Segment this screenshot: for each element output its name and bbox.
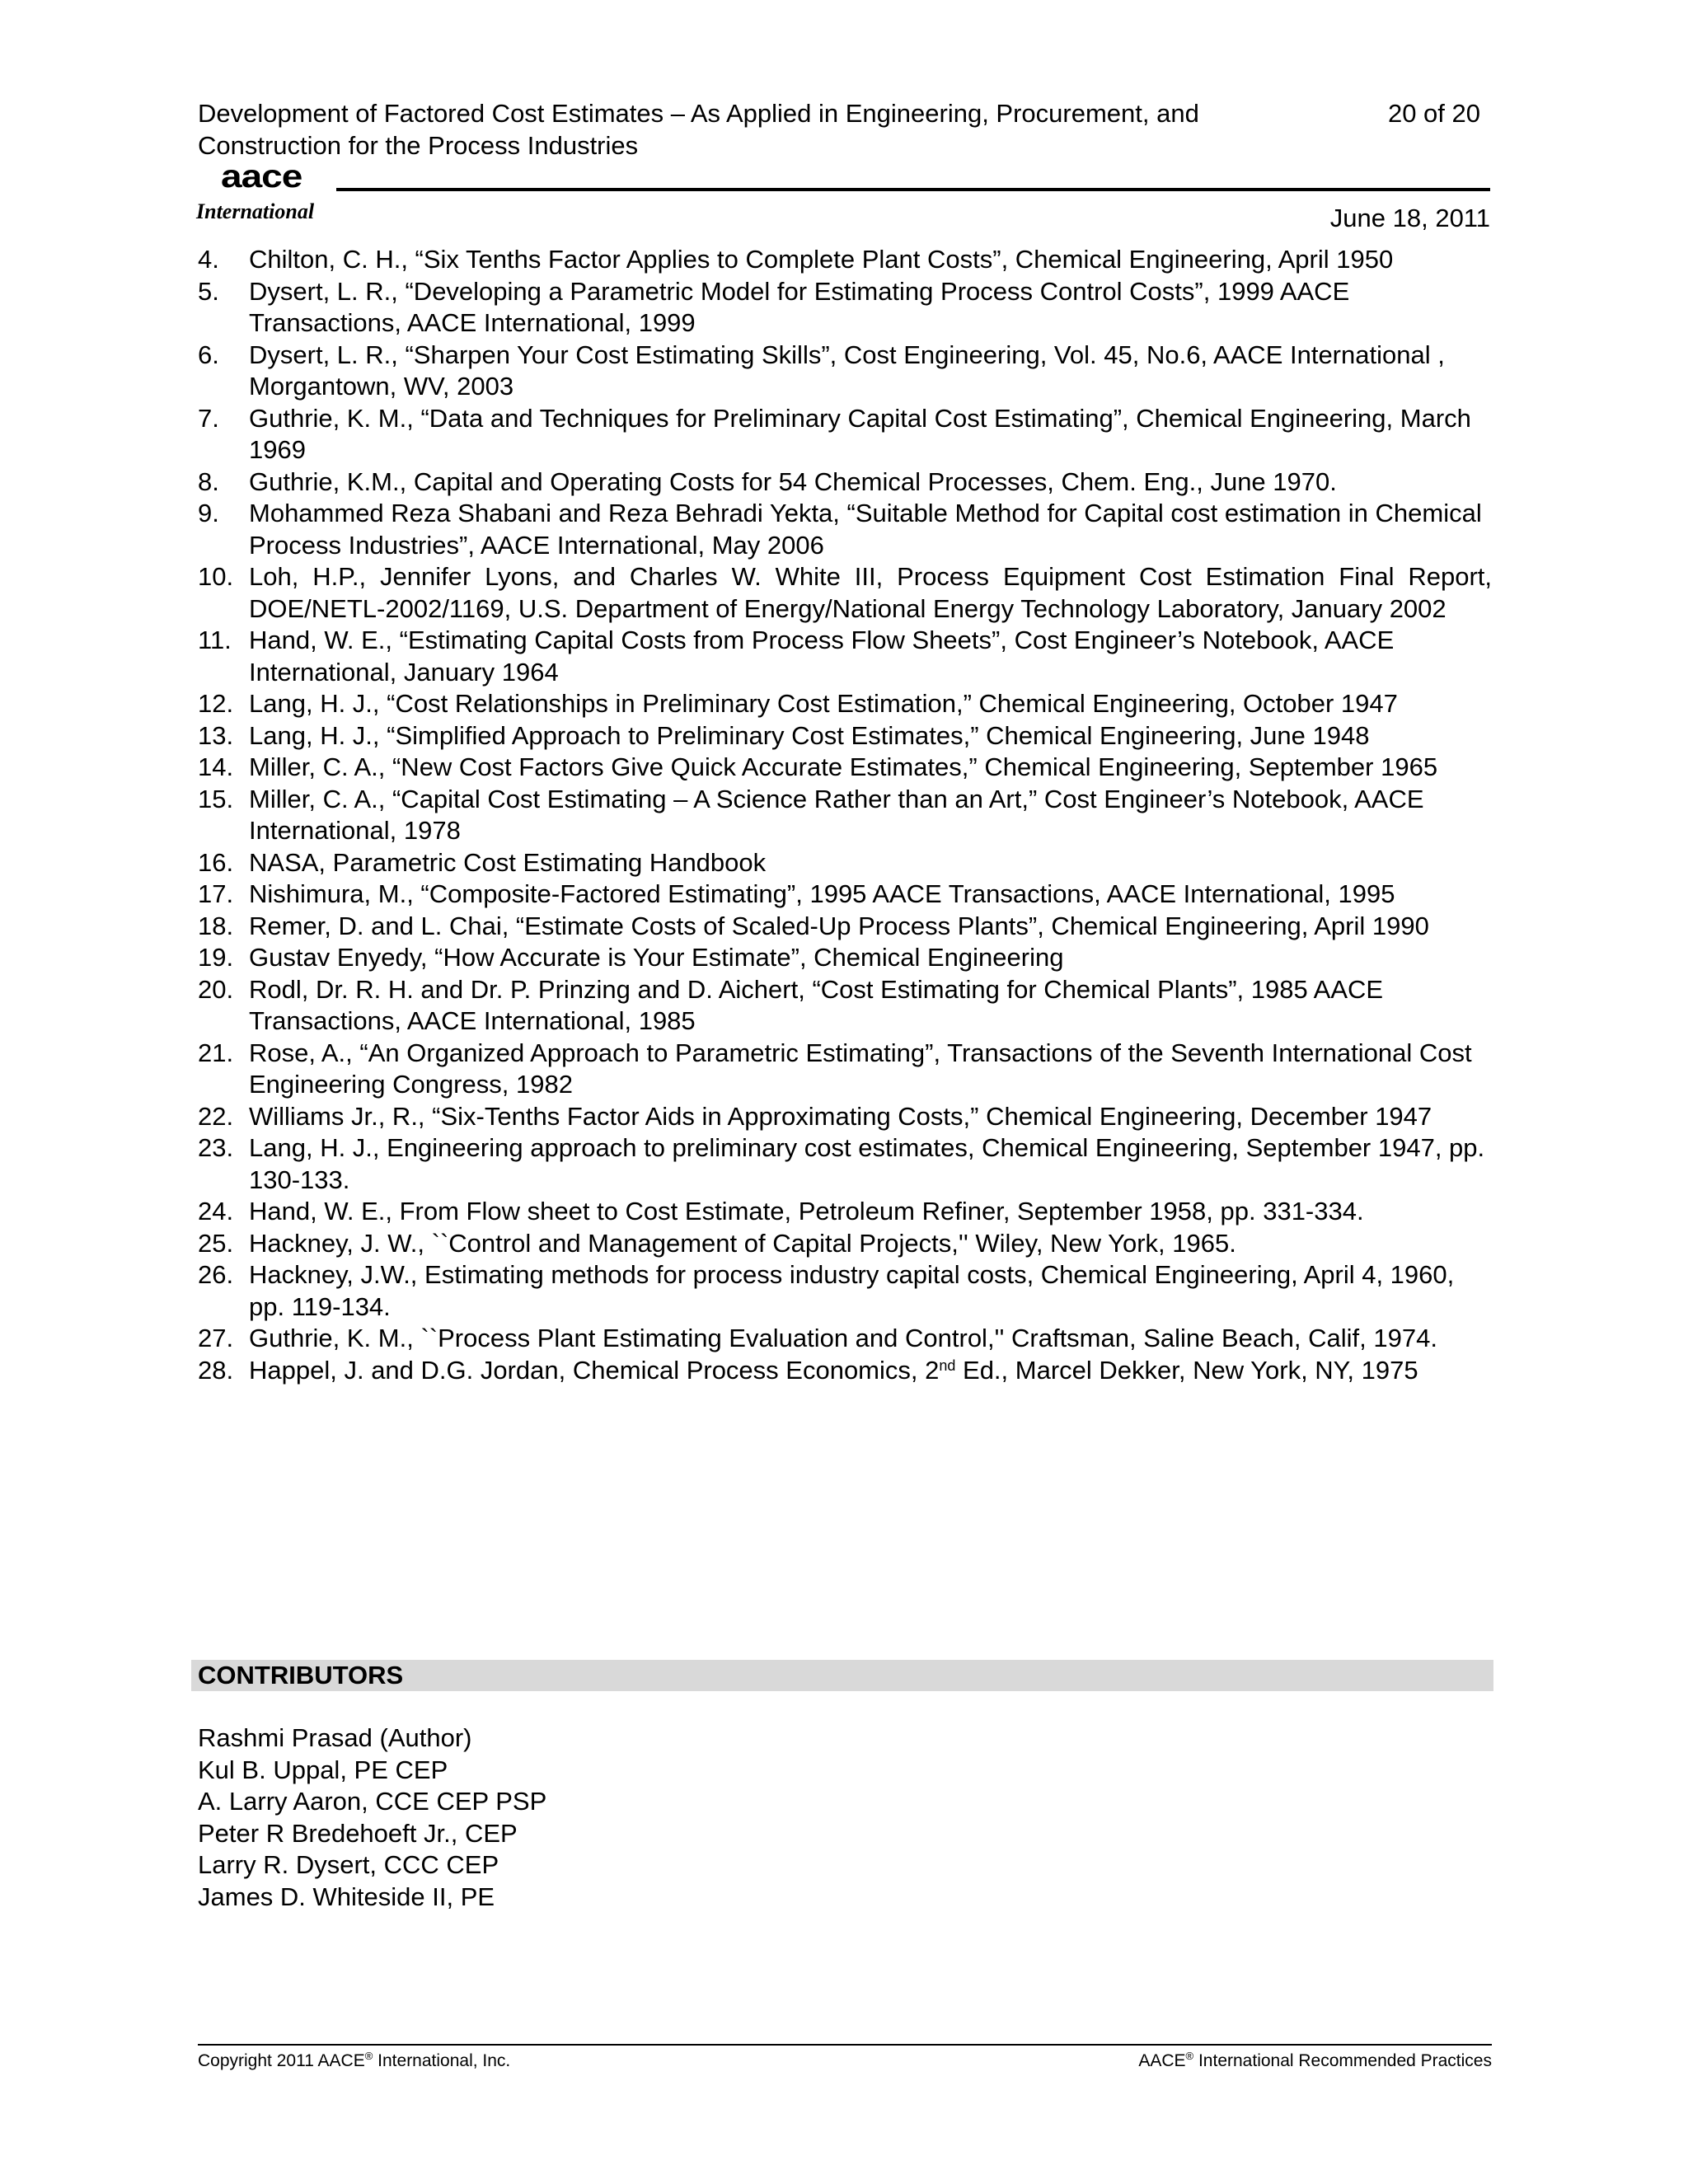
reference-item xyxy=(198,1196,1492,1228)
reference-text: Lang, H. J., Engineering approach to preliminary cost estimates, Chemical Engineering, September 1947, pp. 130-133. xyxy=(249,1133,1485,1194)
reference-text: NASA, Parametric Cost Estimating Handbook xyxy=(249,847,767,877)
reference-number: 27. xyxy=(198,1324,234,1352)
contributor-name: A. Larry Aaron, CCE CEP PSP xyxy=(198,1787,547,1816)
reference-item xyxy=(198,942,1492,974)
reference-item xyxy=(198,847,1492,879)
reference-item xyxy=(198,720,1492,752)
reference-item xyxy=(198,911,1492,943)
reference-item xyxy=(198,1323,1492,1355)
reference-number: 19. xyxy=(198,943,234,972)
reference-text: Nishimura, M., “Composite-Factored Estimating”, 1995 AACE Transactions, AACE International, 1995 xyxy=(249,879,1395,908)
reference-item xyxy=(198,1038,1492,1101)
reference-number: 16. xyxy=(198,847,234,877)
reference-text: Dysert, L. R., “Sharpen Your Cost Estimating Skills”, Cost Engineering, Vol. 45, No.6, AACE International , Morgantown, WV, 2003 xyxy=(249,340,1445,401)
registered-mark: ® xyxy=(364,2050,373,2062)
reference-text: Hackney, J.W., Estimating methods for process industry capital costs, Chemical Engineering, April 4, 1960, pp. 119-134. xyxy=(249,1260,1455,1321)
footer-series xyxy=(1138,2051,1492,2071)
contributors-section-bar xyxy=(191,1660,1493,1691)
reference-text: Guthrie, K.M., Capital and Operating Costs for 54 Chemical Processes, Chem. Eng., June 1970. xyxy=(249,466,1337,496)
reference-item xyxy=(198,276,1492,340)
aace-logo xyxy=(196,157,336,226)
reference-text: Lang, H. J., “Simplified Approach to Preliminary Cost Estimates,” Chemical Engineering, June 1948 xyxy=(249,720,1370,750)
reference-text: Miller, C. A., “Capital Cost Estimating – A Science Rather than an Art,” Cost Engineer’s Notebook, AACE International, 1978 xyxy=(249,784,1424,845)
reference-text-continued: Ed., Marcel Dekker, New York, NY, 1975 xyxy=(955,1355,1418,1385)
header-divider xyxy=(336,188,1490,191)
reference-text: Chilton, C. H., “Six Tenths Factor Applies to Complete Plant Costs”, Chemical Engineering, April 1950 xyxy=(249,245,1394,274)
contributor-name: Rashmi Prasad (Author) xyxy=(198,1723,472,1752)
reference-text: Rose, A., “An Organized Approach to Parametric Estimating”, Transactions of the Seventh International Cost Engineering Congress, 1982 xyxy=(249,1038,1472,1099)
reference-number: 11. xyxy=(198,626,232,654)
reference-number: 17. xyxy=(198,879,234,908)
copyright-text: Copyright 2011 AACE xyxy=(198,2051,365,2070)
logo-subtitle: International xyxy=(196,199,315,223)
reference-text: Hand, W. E., “Estimating Capital Costs from Process Flow Sheets”, Cost Engineer’s Notebook, AACE International, January 1964 xyxy=(249,626,1395,687)
reference-number: 8. xyxy=(198,466,219,496)
reference-text: Mohammed Reza Shabani and Reza Behradi Yekta, “Suitable Method for Capital cost estimation in Chemical Process Industries”, AACE International, May 2006 xyxy=(249,499,1482,560)
reference-number: 25. xyxy=(198,1228,234,1258)
reference-item xyxy=(198,1259,1492,1323)
contributor-name: Peter R Bredehoeft Jr., CEP xyxy=(198,1818,518,1848)
reference-number: 18. xyxy=(198,911,234,940)
footer-divider xyxy=(198,2044,1492,2046)
reference-item xyxy=(198,244,1492,276)
reference-number: 24. xyxy=(198,1197,234,1226)
contributor-name: James D. Whiteside II, PE xyxy=(198,1882,495,1911)
reference-number: 9. xyxy=(198,499,219,527)
reference-text: Remer, D. and L. Chai, “Estimate Costs of Scaled-Up Process Plants”, Chemical Engineering, April 1990 xyxy=(249,911,1429,940)
reference-number: 21. xyxy=(198,1038,234,1067)
logo-wordmark: aace xyxy=(221,157,302,194)
reference-number: 4. xyxy=(198,245,219,274)
contributors-heading: CONTRIBUTORS xyxy=(198,1661,404,1690)
reference-item xyxy=(198,1132,1492,1196)
reference-item xyxy=(198,784,1492,847)
reference-number: 5. xyxy=(198,276,219,306)
contributors-list xyxy=(198,1722,546,1913)
reference-item xyxy=(198,688,1492,720)
reference-item xyxy=(198,561,1492,625)
reference-item xyxy=(198,879,1492,911)
header-document-title: Development of Factored Cost Estimates – As Applied in Engineering, Procurement, and Construction for the Process Industries xyxy=(198,99,1199,160)
series-text: AACE xyxy=(1138,2051,1186,2070)
reference-item xyxy=(198,466,1492,499)
reference-number: 28. xyxy=(198,1355,234,1385)
reference-text: Gustav Enyedy, “How Accurate is Your Estimate”, Chemical Engineering xyxy=(249,943,1064,972)
reference-list xyxy=(198,244,1492,1386)
reference-item xyxy=(198,1228,1492,1260)
contributor-name: Larry R. Dysert, CCC CEP xyxy=(198,1850,499,1879)
reference-item xyxy=(198,403,1492,466)
footer-copyright xyxy=(198,2051,510,2071)
reference-item xyxy=(198,1355,1492,1387)
ordinal-superscript: nd xyxy=(939,1357,956,1375)
reference-number: 10. xyxy=(198,562,234,591)
reference-number: 15. xyxy=(198,784,234,813)
registered-mark: ® xyxy=(1185,2050,1194,2062)
reference-text: Hand, W. E., From Flow sheet to Cost Estimate, Petroleum Refiner, September 1958, pp. 331-334. xyxy=(249,1197,1364,1226)
reference-number: 6. xyxy=(198,340,219,369)
reference-text: Happel, J. and D.G. Jordan, Chemical Process Economics, 2 xyxy=(249,1355,940,1385)
reference-number: 7. xyxy=(198,403,219,433)
reference-number: 14. xyxy=(198,752,234,781)
page-number: 20 of 20 xyxy=(1387,99,1480,128)
reference-text: Guthrie, K. M., “Data and Techniques for Preliminary Capital Cost Estimating”, Chemical Engineering, March 1969 xyxy=(249,403,1471,464)
reference-text: Williams Jr., R., “Six-Tenths Factor Aids in Approximating Costs,” Chemical Engineering, December 1947 xyxy=(249,1101,1432,1131)
reference-text: Guthrie, K. M., ``Process Plant Estimating Evaluation and Control,'' Craftsman, Saline Beach, Calif, 1974. xyxy=(249,1324,1437,1352)
reference-number: 26. xyxy=(198,1260,234,1289)
reference-text: Lang, H. J., “Cost Relationships in Preliminary Cost Estimation,” Chemical Engineering, October 1947 xyxy=(249,689,1398,718)
contributor-name: Kul B. Uppal, PE CEP xyxy=(198,1755,448,1784)
series-text-continued: International Recommended Practices xyxy=(1193,2051,1492,2070)
reference-number: 23. xyxy=(198,1133,234,1162)
copyright-text-continued: International, Inc. xyxy=(373,2051,511,2070)
reference-number: 22. xyxy=(198,1101,234,1131)
document-date: June 18, 2011 xyxy=(1329,204,1490,232)
reference-text: Dysert, L. R., “Developing a Parametric Model for Estimating Process Control Costs”, 1999 AACE Transactions, AACE International, 1999 xyxy=(249,276,1350,337)
reference-item xyxy=(198,752,1492,784)
reference-item xyxy=(198,974,1492,1038)
reference-item xyxy=(198,1101,1492,1133)
reference-item xyxy=(198,625,1492,688)
reference-item xyxy=(198,498,1492,561)
reference-number: 20. xyxy=(198,974,234,1004)
reference-item xyxy=(198,340,1492,403)
reference-text: Hackney, J. W., ``Control and Management of Capital Projects,'' Wiley, New York, 1965. xyxy=(249,1228,1236,1258)
reference-text: Miller, C. A., “New Cost Factors Give Quick Accurate Estimates,” Chemical Engineering, September 1965 xyxy=(249,752,1438,781)
reference-number: 12. xyxy=(198,689,234,718)
reference-text: Loh, H.P., Jennifer Lyons, and Charles W. White III, Process Equipment Cost Estimation Final Report, DOE/NETL-2002/1169, U.S. Department of Energy/National Energy Technology Laboratory, January 2002 xyxy=(249,562,1492,623)
reference-text: Rodl, Dr. R. H. and Dr. P. Prinzing and D. Aichert, “Cost Estimating for Chemical Plants”, 1985 AACE Transactions, AACE International, 1985 xyxy=(249,974,1384,1035)
reference-number: 13. xyxy=(198,720,234,750)
